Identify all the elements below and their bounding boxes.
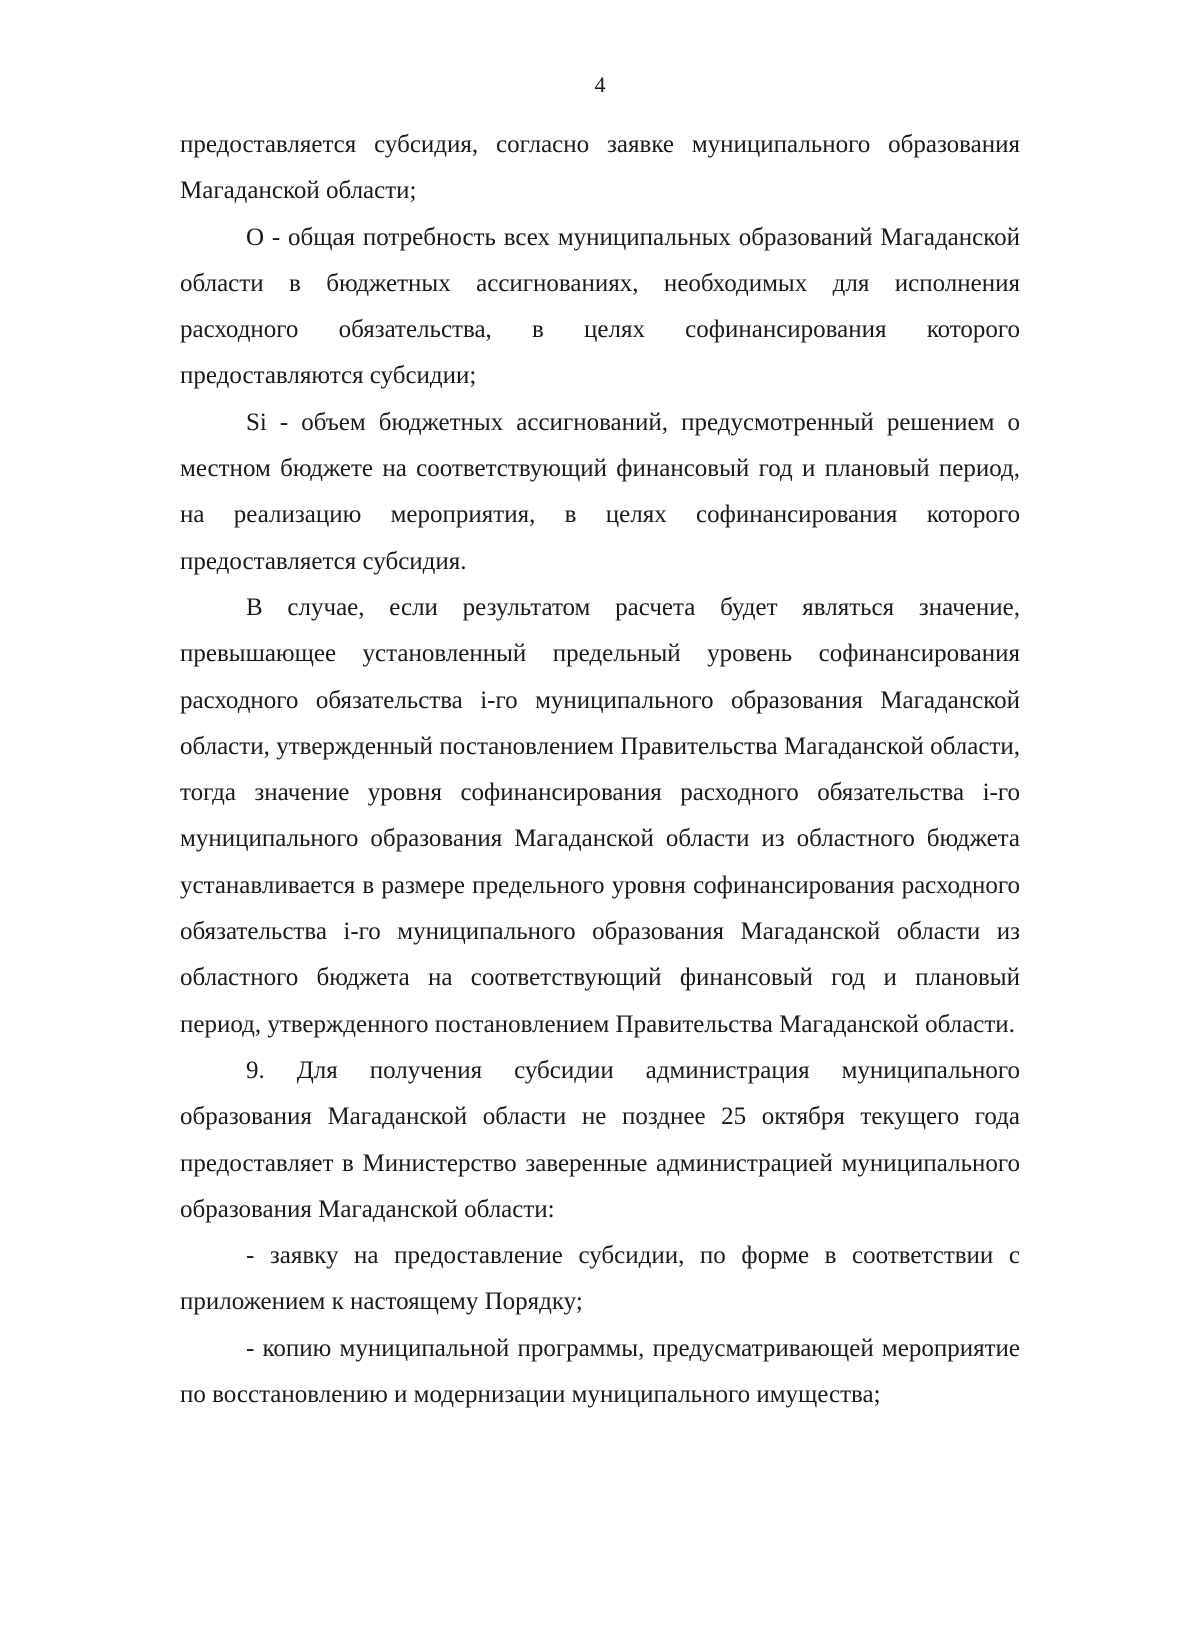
paragraph-item-9: 9. Для получения субсидии администрация муниципального образования Магаданской области не позднее 25 октября текущего года предоставляет в Министерство заверенные администрацией муниципального образования Магаданской области: — [180, 1056, 1020, 1223]
list-item-program-copy: - копию муниципальной программы, предусматривающей мероприятие по восстановлению и модернизации муниципального имущества; — [180, 1334, 1020, 1409]
paragraph-definition-o: О - общая потребность всех муниципальных образований Магаданской области в бюджетных ассигнованиях, необходимых для исполнения расходного обязательства, в целях софинансирования которого предоставляются субсидии; — [180, 223, 1020, 390]
list-item-application: - заявку на предоставление субсидии, по форме в соответствии с приложением к настоящему Порядку; — [180, 1242, 1020, 1316]
paragraph-continuation: предоставляется субсидия, согласно заявке муниципального образования Магаданской области; — [180, 131, 1020, 205]
paragraph-cofinancing-limit: В случае, если результатом расчета будет являться значение, превышающее установленный предельный уровень софинансирования расходного обязательства i-го муниципального образования Магаданской области, утвержденный постановлением Правительства Магаданской области, тогда значение уровня софинансирования расходного обязательства i-го муниципального образования Магаданской области из областного бюджета устанавливается в размере предельного уровня софинансирования расходного обязательства i-го муниципального образования Магаданской области из областного бюджета на соответствующий финансовый год и плановый период, утвержденного постановлением Правительства Магаданской области. — [180, 593, 1020, 1038]
paragraph-definition-si: Si - объем бюджетных ассигнований, предусмотренный решением о местном бюджете на соответствующий финансовый год и плановый период, на реализацию мероприятия, в целях софинансирования которого предоставляется субсидия. — [180, 408, 1020, 575]
page-number: 4 — [594, 72, 606, 97]
document-body — [180, 122, 1020, 1418]
